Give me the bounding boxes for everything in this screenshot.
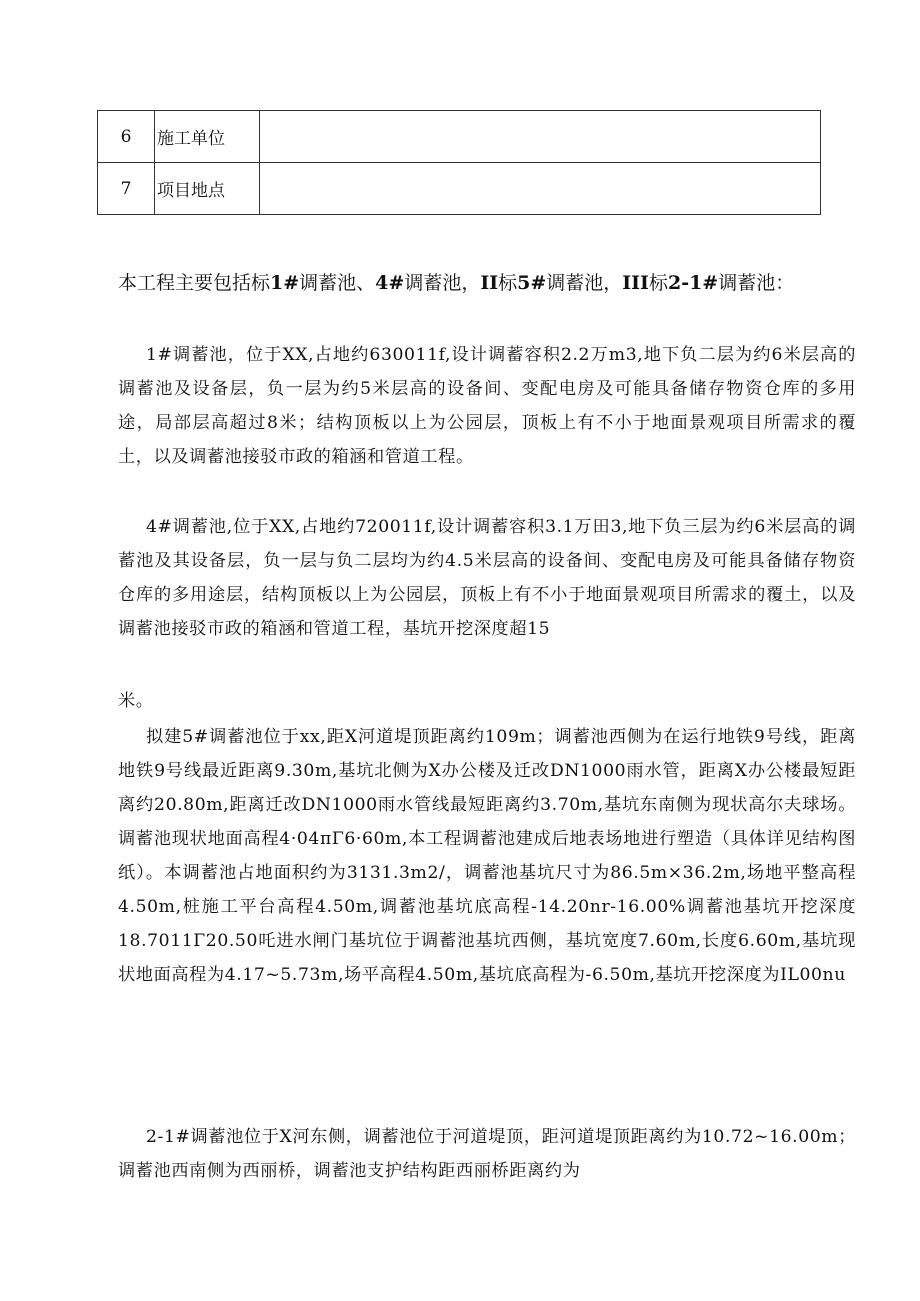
intro-bold: 1# — [270, 272, 300, 294]
intro-bold: 4# — [375, 272, 405, 294]
row-label-construction-unit: 施工单位 — [155, 111, 260, 163]
intro-bold: 2-1# — [667, 272, 719, 294]
table-row — [98, 111, 821, 163]
intro-text: 调蓄池： — [718, 272, 795, 294]
paragraph-pool-4-end: 米。 — [118, 691, 154, 711]
row-value-construction-unit — [260, 111, 821, 163]
project-info-table — [97, 110, 821, 215]
scope-intro — [118, 268, 818, 295]
intro-text: 本工程主要包括标 — [118, 272, 271, 294]
intro-bold: 5# — [517, 272, 547, 294]
row-number: 6 — [98, 111, 155, 163]
intro-text: 调蓄池、 — [299, 272, 376, 294]
intro-bold: III — [622, 272, 649, 294]
row-label-project-location: 项目地点 — [155, 163, 260, 215]
row-value-project-location — [260, 163, 821, 215]
paragraph-pool-2-1: 2-1#调蓄池位于X河东侧，调蓄池位于河道堤顶，距河道堤顶距离约为10.72~16.00m；调蓄池西南侧为西丽桥，调蓄池支护结构距西丽桥距离约为 — [118, 1127, 856, 1181]
row-number: 7 — [98, 163, 155, 215]
intro-bold: II — [480, 272, 499, 294]
table-row — [98, 163, 821, 215]
paragraph-pool-1: 1#调蓄池，位于XX,占地约630011f,设计调蓄容积2.2万m3,地下负二层为约6米层高的调蓄池及设备层，负一层为约5米层高的设备间、变配电房及可能具备储存物资仓库的多用途，局部层高超过8米；结构顶板以上为公园层，顶板上有不小于地面景观项目所需求的覆土，以及调蓄池接驳市政的箱涵和管道工程。 — [118, 345, 856, 467]
intro-text: 调蓄池， — [404, 272, 481, 294]
intro-text: 标 — [498, 272, 518, 294]
paragraph-pool-5: 拟建5#调蓄池位于xx,距X河道堤顶距离约109m；调蓄池西侧为在运行地铁9号线，距离地铁9号线最近距离9.30m,基坑北侧为X办公楼及迁改DN1000雨水管，距离X办公楼最短距离约20.80m,距离迁改DN1000雨水管线最短距离约3.70m,基坑东南侧为现状高尔夫球场。调蓄池现状地面高程4·04πΓ6·60m,本工程调蓄池建成后地表场地进行塑造（具体详见结构图纸）。本调蓄池占地面积约为3131.3m2/，调蓄池基坑尺寸为86.5m×36.2m,场地平整高程4.50m,桩施工平台高程4.50m,调蓄池基坑底高程-14.20nr-16.00%调蓄池基坑开挖深度18.7011Γ20.50吒进水闸门基坑位于调蓄池基坑西侧，基坑宽度7.60m,长度6.60m,基坑现状地面高程为4.17~5.73m,场平高程4.50m,基坑底高程为-6.50m,基坑开挖深度为IL00nu — [118, 727, 856, 985]
intro-text: 调蓄池， — [546, 272, 623, 294]
paragraph-pool-4: 4#调蓄池,位于XX,占地约720011f,设计调蓄容积3.1万田3,地下负三层为约6米层高的调蓄池及其设备层，负一层与负二层均为约4.5米层高的设备间、变配电房及可能具备储存物资仓库的多用途层，结构顶板以上为公园层，顶板上有不小于地面景观项目所需求的覆土，以及调蓄池接驳市政的箱涵和管道工程，基坑开挖深度超15 — [118, 517, 856, 639]
intro-text: 标 — [648, 272, 668, 294]
